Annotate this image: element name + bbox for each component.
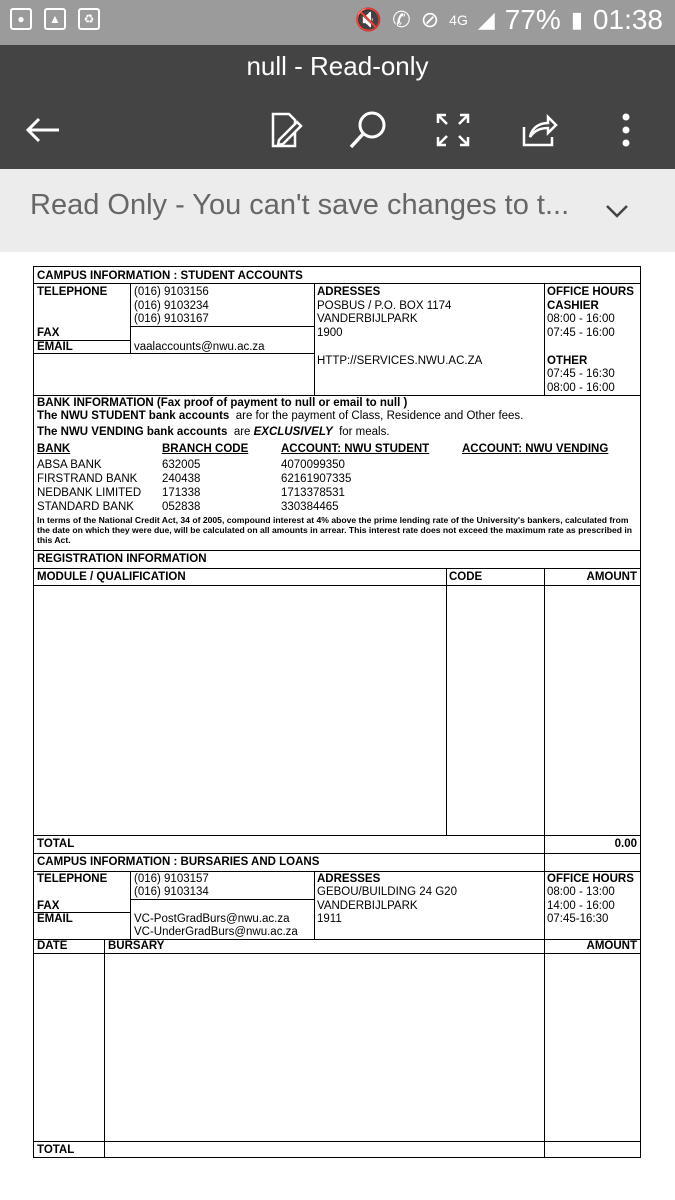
branch-code: 632005 [162, 459, 201, 471]
bank-name: NEDBANK LIMITED [37, 487, 142, 499]
telephone-label: TELEPHONE [37, 286, 108, 298]
other-label: OTHER [547, 355, 588, 367]
office-hours-label: OFFICE HOURS [547, 873, 634, 885]
bursaries-heading: CAMPUS INFORMATION : BURSARIES AND LOANS [37, 856, 320, 868]
phone-1[interactable]: (016) 9103156 [134, 286, 209, 298]
fullscreen-button[interactable] [430, 107, 476, 153]
cashier-hours-1: 08:00 - 16:00 [547, 313, 615, 325]
document-title: null - Read-only [246, 51, 429, 81]
other-hours-2: 08:00 - 16:00 [547, 382, 615, 394]
bursary-address-line-3: 1911 [317, 913, 342, 925]
student-accounts-text: The NWU STUDENT bank accounts are for the payment of Class, Residence and Other fees. [37, 410, 524, 422]
bank-name: ABSA BANK [37, 459, 102, 471]
share-button[interactable] [516, 107, 562, 153]
amount-column-header: AMOUNT [586, 571, 637, 583]
bursary-column-header: BURSARY [108, 940, 165, 952]
fullscreen-icon [434, 111, 472, 149]
addresses-label: ADRESSES [317, 286, 381, 298]
fax-label: FAX [37, 327, 60, 339]
bursary-address-line-1: GEBOU/BUILDING 24 G20 [317, 886, 457, 898]
email-link[interactable]: vaalaccounts@nwu.ac.za [134, 341, 265, 353]
fax-label: FAX [37, 900, 60, 912]
mute-icon: 🔇 [354, 7, 383, 32]
bursary-hours-1: 08:00 - 13:00 [547, 886, 615, 898]
email-label: EMAIL [37, 341, 73, 353]
student-account-number: 62161907335 [281, 473, 352, 485]
branch-code-column-header: BRANCH CODE [162, 443, 249, 455]
email-label: EMAIL [37, 913, 73, 925]
total-label: TOTAL [37, 838, 75, 850]
clock: 01:38 [592, 4, 663, 35]
student-account-number: 1713378531 [281, 487, 345, 499]
branch-code: 052838 [162, 501, 201, 513]
registration-heading: REGISTRATION INFORMATION [37, 553, 207, 565]
bursary-phone-2[interactable]: (016) 9103134 [134, 886, 209, 898]
date-column-header: DATE [37, 940, 68, 952]
battery-icon: ▮ [570, 7, 583, 32]
read-only-banner[interactable] [0, 169, 675, 252]
credit-act-note: In terms of the National Credit Act, 34 of 2005, compound interest at 4% above the prime lending rate of the University's bankers, calculated from the date on which they were due, will be calculated on all amounts in arrear. This interest rate does not exceed the maximum rate as prescribed in this Act. [37, 515, 633, 545]
branch-code: 171338 [162, 487, 201, 499]
edit-button[interactable] [262, 107, 308, 153]
address-line-2: VANDERBIJLPARK [317, 313, 418, 325]
battery-percent: 77% [504, 4, 561, 35]
bank-name: FIRSTRAND BANK [37, 473, 138, 485]
search-button[interactable] [345, 107, 391, 153]
branch-code: 240438 [162, 473, 201, 485]
services-url[interactable]: HTTP://SERVICES.NWU.AC.ZA [317, 355, 483, 367]
more-vertical-icon [620, 112, 632, 148]
bursary-hours-2: 14:00 - 16:00 [547, 900, 615, 912]
back-arrow-icon [23, 110, 63, 150]
addresses-label: ADRESSES [317, 873, 381, 885]
student-account-column-header: ACCOUNT: NWU STUDENT [281, 443, 430, 455]
chevron-down-icon[interactable] [597, 191, 637, 231]
gallery-icon: ▲ [44, 8, 66, 30]
notification-icon: ● [10, 8, 32, 30]
total-label: TOTAL [37, 1144, 75, 1156]
student-account-number: 4070099350 [281, 459, 345, 471]
back-button[interactable] [20, 107, 66, 153]
bank-column-header: BANK [37, 443, 71, 455]
bursary-hours-3: 07:45-16:30 [547, 913, 609, 925]
share-icon [518, 109, 560, 151]
vending-account-column-header: ACCOUNT: NWU VENDING [462, 443, 609, 455]
bank-name: STANDARD BANK [37, 501, 134, 513]
undergrad-email-link[interactable]: VC-UnderGradBurs@nwu.ac.za [134, 926, 298, 938]
storage-icon: ♻ [78, 8, 100, 30]
cashier-hours-2: 07:45 - 16:00 [547, 327, 615, 339]
blocked-icon: ⊘ [420, 7, 440, 32]
address-line-1: POSBUS / P.O. BOX 1174 [317, 300, 452, 312]
status-bar [0, 0, 675, 45]
signal-icon: ◢ [477, 7, 495, 32]
phone-2[interactable]: (016) 9103234 [134, 300, 209, 312]
bursary-address-line-2: VANDERBIJLPARK [317, 900, 418, 912]
edit-document-icon [265, 110, 305, 150]
read-only-message: Read Only - You can't save changes to t... [30, 189, 570, 221]
search-icon [347, 109, 389, 151]
more-options-button[interactable] [603, 107, 649, 153]
campus-info-heading: CAMPUS INFORMATION : STUDENT ACCOUNTS [37, 270, 303, 282]
bursary-phone-1[interactable]: (016) 9103157 [134, 873, 209, 885]
app-bar [0, 45, 675, 169]
amount-column-header: AMOUNT [586, 940, 637, 952]
network-type: 4G [449, 12, 468, 28]
telephone-label: TELEPHONE [37, 873, 108, 885]
document-page [33, 266, 641, 1158]
call-icon: ✆ [392, 7, 411, 32]
phone-3[interactable]: (016) 9103167 [134, 313, 209, 325]
postgrad-email-link[interactable]: VC-PostGradBurs@nwu.ac.za [134, 913, 290, 925]
code-column-header: CODE [449, 571, 483, 583]
vending-accounts-text: The NWU VENDING bank accounts are EXCLUSIVELY for meals. [37, 426, 390, 438]
cashier-label: CASHIER [547, 300, 599, 312]
bank-info-heading: BANK INFORMATION (Fax proof of payment to null or email to null ) [37, 397, 408, 409]
total-amount: 0.00 [614, 838, 637, 850]
office-hours-label: OFFICE HOURS [547, 286, 634, 298]
student-account-number: 330384465 [281, 501, 339, 513]
module-column-header: MODULE / QUALIFICATION [37, 571, 186, 583]
address-line-3: 1900 [317, 327, 343, 339]
other-hours-1: 07:45 - 16:30 [547, 368, 615, 380]
